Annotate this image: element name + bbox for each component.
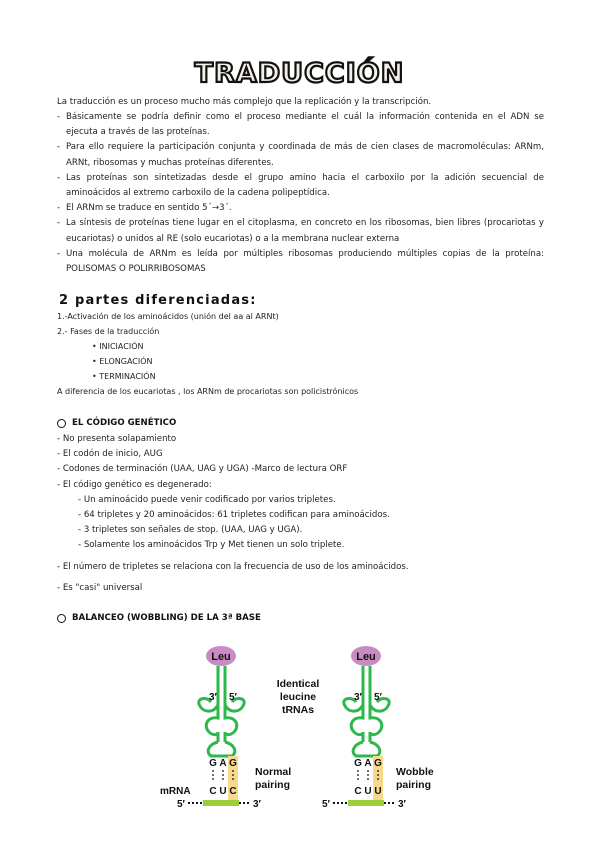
codon-base: U (219, 786, 227, 797)
parts-heading: 2 partes diferenciadas: (59, 293, 257, 308)
page-title: TRADUCCIÓN (194, 58, 405, 89)
list-item: - Básicamente se podría definir como el proceso mediante el cuál la información contenida en el ADN se ejecuta a través de las proteínas. (57, 112, 544, 138)
trna-right (322, 646, 434, 810)
anticodon-base: A (219, 758, 227, 769)
three-prime-label: 3′ (354, 692, 362, 703)
list-item: - 3 tripletes son señales de stop. (UAA, UAG y UGA). (78, 525, 303, 536)
phase-item: • INICIACIÓN (92, 342, 144, 351)
codon-base: C (354, 786, 362, 797)
pairing-label: Normal (255, 766, 292, 778)
parts-note: A diferencia de los eucariotas , los ARNm de procariotas son policistrónicos (57, 387, 359, 396)
genetic-code-list (57, 432, 547, 596)
mrna-label: mRNA (160, 786, 191, 797)
five-prime-label: 5′ (229, 692, 237, 703)
list-item: - Un aminoácido puede venir codificado por varios tripletes. (78, 494, 336, 505)
anticodon-base: A (364, 758, 372, 769)
trna-left (160, 646, 291, 810)
anticodon-base: G (374, 758, 382, 769)
mrna-strand (348, 800, 384, 806)
mrna-five-prime: 5′ (177, 799, 185, 810)
pairing-label: pairing (396, 779, 432, 791)
mrna-five-prime: 5′ (322, 799, 330, 810)
list-item: - La síntesis de proteínas tiene lugar en el citoplasma, en concreto en los ribosomas, bien libres (procariotas y eucariotas) o unidos al RE (solo eucariotas) o a la membrana nuclear externa (57, 218, 544, 244)
mrna-strand (203, 800, 239, 806)
genetic-code-heading-label: EL CÓDIGO GENÉTICO (72, 418, 177, 428)
anticodon-base: G (209, 758, 217, 769)
codon-base: U (374, 786, 382, 797)
list-item: - Codones de terminación (UAA, UAG y UGA) -Marco de lectura ORF (57, 464, 348, 475)
mrna-three-prime: 3′ (253, 799, 261, 810)
pairing-label: Wobble (396, 766, 434, 778)
center-label: Identical (276, 678, 320, 690)
list-item: - Para ello requiere la participación conjunta y coordinada de más de cien clases de macromoléculas: ARNm, ARNt, ribosomas y muchas proteínas diferentes. (57, 142, 544, 168)
list-item: - El número de tripletes se relaciona con la frecuencia de uso de los aminoácidos. (57, 561, 409, 572)
anticodon-base: G (354, 758, 362, 769)
codon-base: C (229, 786, 237, 797)
list-item: 1.-Activación de los aminoácidos (unión del aa al ARNt) (57, 312, 279, 321)
wobble-heading (57, 613, 261, 623)
mrna-three-prime: 3′ (398, 799, 406, 810)
center-label: leucine (279, 691, 317, 703)
list-item: - Las proteínas son sintetizadas desde el grupo amino hacia el carboxilo por la adición secuencial de aminoácidos al extremo carboxilo de la cadena polipeptídica. (57, 172, 544, 199)
list-item: 2.- Fases de la traducción (57, 327, 160, 336)
circle-bullet-icon (57, 419, 66, 428)
pairing-label: pairing (255, 779, 291, 791)
five-prime-label: 5′ (374, 692, 382, 703)
three-prime-label: 3′ (209, 692, 217, 703)
circle-bullet-icon (57, 614, 66, 623)
amino-acid-label: Leu (211, 651, 231, 663)
phase-item: • TERMINACIÓN (92, 372, 156, 381)
amino-acid-label: Leu (356, 651, 376, 663)
intro-bullet-list (57, 110, 544, 277)
list-item: - No presenta solapamiento (57, 434, 177, 444)
anticodon-base: G (229, 758, 237, 769)
genetic-code-heading (57, 418, 176, 428)
list-item: - Una molécula de ARNm es leída por múltiples ribosomas produciendo múltiples copias de la proteína: POLISOMAS O POLIRRIBOSOMAS (57, 248, 544, 275)
center-label: tRNAs (281, 704, 315, 716)
list-item: - 64 tripletes y 20 aminoácidos: 61 tripletes codifican para aminoácidos. (78, 510, 390, 521)
list-item: - El código genético es degenerado: (57, 479, 212, 490)
codon-base: C (209, 786, 217, 797)
wobble-pairing-figure (155, 642, 445, 812)
list-item: - Solamente los aminoácidos Trp y Met tienen un solo triplete. (78, 540, 345, 551)
list-item: - Es "casi" universal (57, 582, 143, 593)
parts-list (57, 309, 547, 399)
codon-base: U (364, 786, 372, 797)
phase-item: • ELONGACIÓN (92, 357, 153, 366)
intro-text: La traducción es un proceso mucho más complejo que la replicación y la transcripción. (57, 97, 432, 107)
list-item: - El ARNm se traduce en sentido 5´→3´. (57, 203, 232, 214)
list-item: - El codón de inicio, AUG (57, 449, 163, 460)
wobble-heading-label: BALANCEO (WOBBLING) DE LA 3ª BASE (72, 613, 261, 623)
